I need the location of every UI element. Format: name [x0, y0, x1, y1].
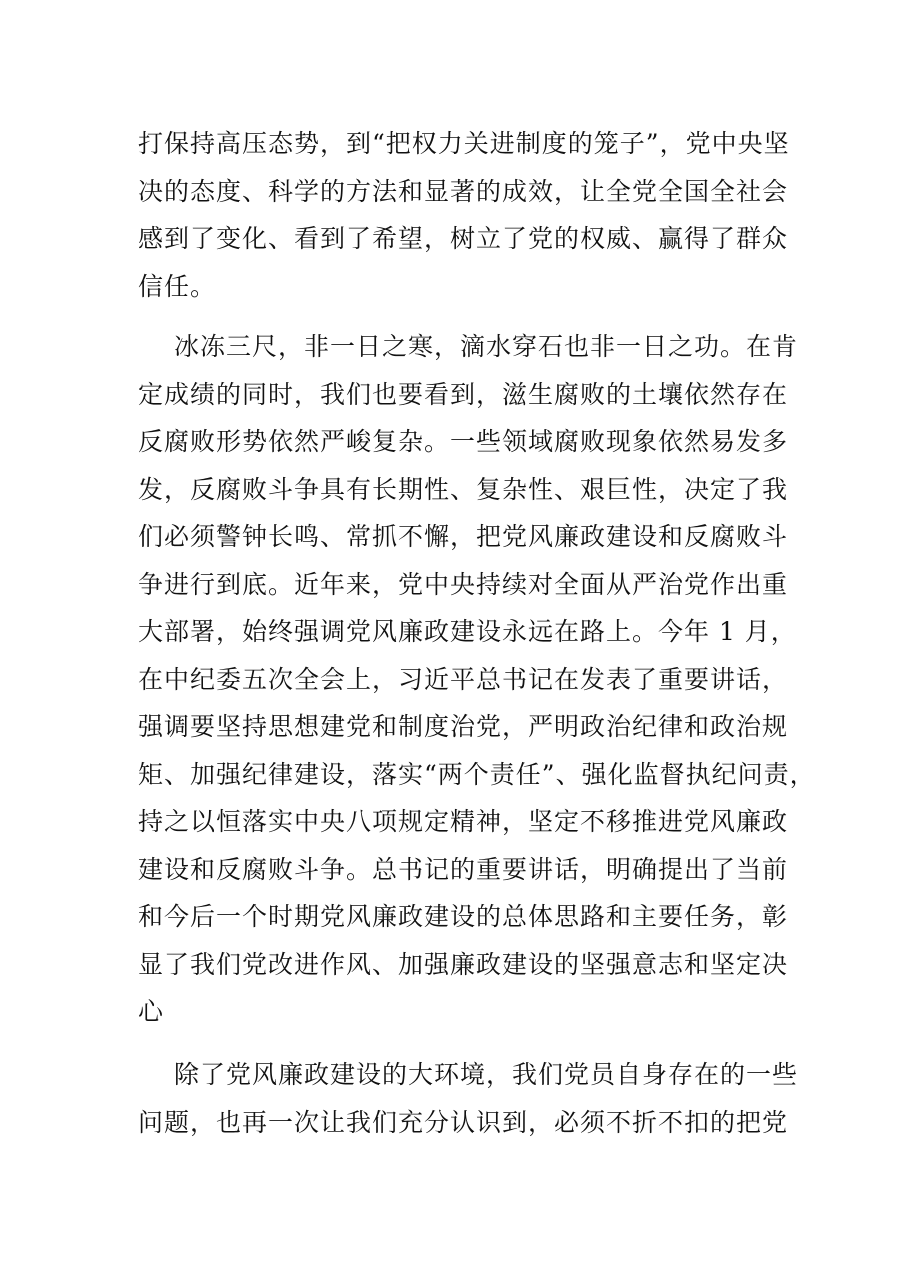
text-line: 反腐败形势依然严峻复杂。一些领域腐败现象依然易发多: [138, 427, 789, 456]
text-line: 问题，也再一次让我们充分认识到，必须不折不扣的把党: [138, 1108, 789, 1137]
text-line: 们必须警钟长鸣、常抓不懈，把党风廉政建设和反腐败斗: [138, 522, 789, 551]
text-line: 发，反腐败斗争具有长期性、复杂性、艰巨性，决定了我: [138, 475, 789, 504]
text-line: 和今后一个时期党风廉政建设的总体思路和主要任务，彰: [138, 902, 789, 931]
text-line: 冰冻三尺，非一日之寒，滴水穿石也非一日之功。在肯: [174, 332, 799, 361]
text-line: 除了党风廉政建设的大环境，我们党员自身存在的一些: [174, 1060, 799, 1089]
text-line: 心: [138, 997, 165, 1026]
text-line: 在中纪委五次全会上，习近平总书记在发表了重要讲话，: [138, 665, 789, 694]
text-line: 决的态度、科学的方法和显著的成效，让全党全国全社会: [138, 177, 789, 206]
text-line: 建设和反腐败斗争。总书记的重要讲话，明确提出了当前: [138, 855, 789, 884]
text-line: 矩、加强纪律建设，落实“两个责任”、强化监督执纪问责，: [138, 760, 816, 789]
text-line: 强调要坚持思想建党和制度治党，严明政治纪律和政治规: [138, 712, 789, 741]
text-line: 大部署，始终强调党风廉政建设永远在路上。今年 1 月，: [138, 617, 797, 646]
text-line: 打保持高压态势，到“把权力关进制度的笼子”，党中央坚: [138, 129, 790, 158]
text-line: 争进行到底。近年来，党中央持续对全面从严治党作出重: [138, 570, 789, 599]
text-line: 感到了变化、看到了希望，树立了党的权威、赢得了群众: [138, 224, 789, 253]
text-line: 持之以恒落实中央八项规定精神，坚定不移推进党风廉政: [138, 807, 789, 836]
text-line: 定成绩的同时，我们也要看到，滋生腐败的土壤依然存在: [138, 380, 789, 409]
text-line: 显了我们党改进作风、加强廉政建设的坚强意志和坚定决: [138, 950, 789, 979]
text-line: 信任。: [138, 272, 217, 301]
